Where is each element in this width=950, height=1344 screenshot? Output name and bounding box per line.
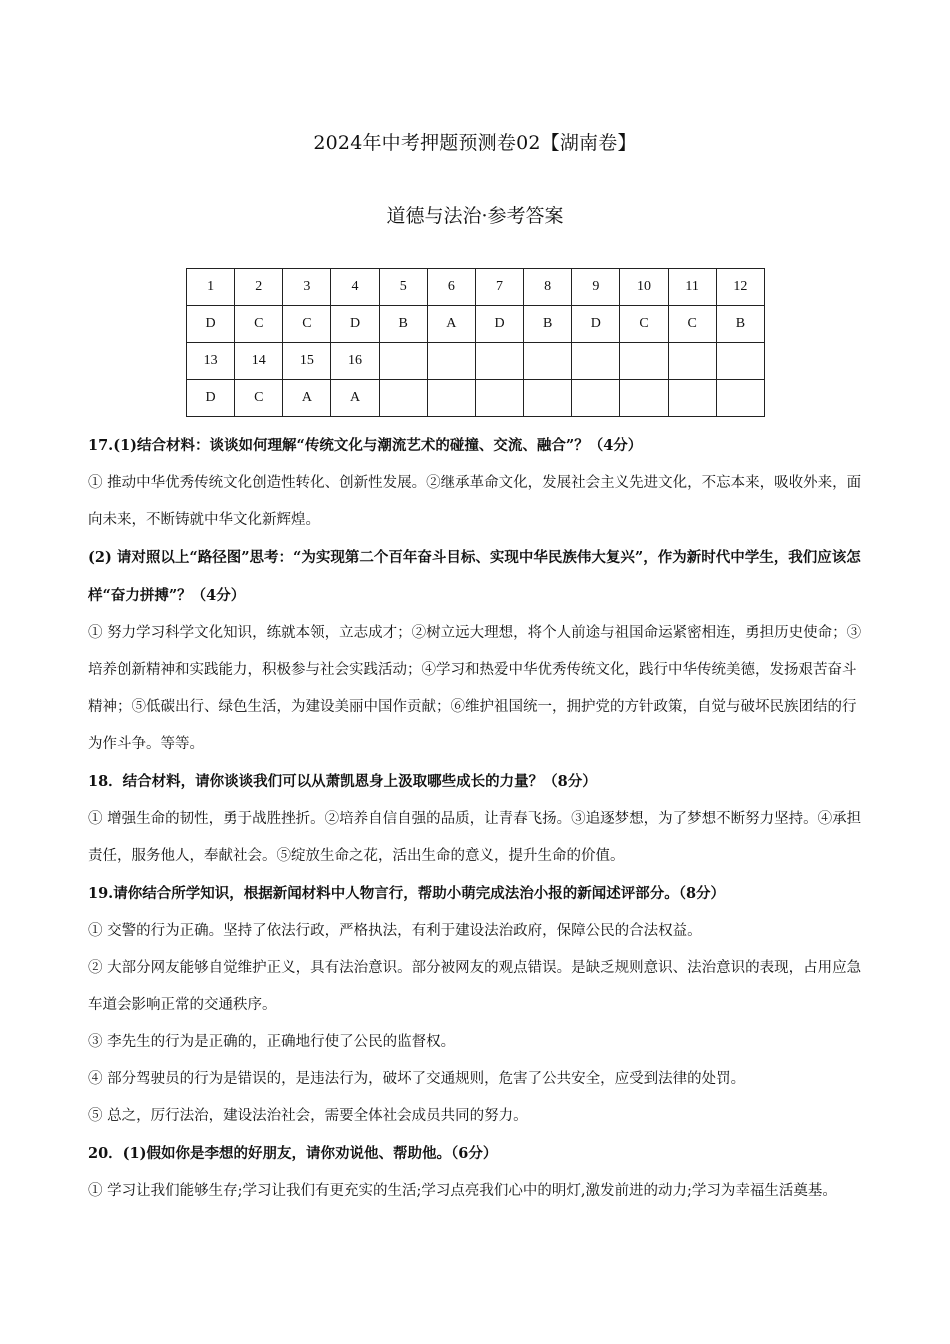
- question-17-2: (2) 请对照以上“路径图”思考：“为实现第二个百年奋斗目标、实现中华民族伟大复兴”，作为新时代中学生，我们应该怎样“奋力拼搏”？（4分）: [88, 549, 861, 604]
- answer-table-row: [187, 380, 765, 417]
- answer-content: [88, 427, 863, 1210]
- answer-18: ① 增强生命的韧性，勇于战胜挫折。②培养自信自强的品质，让青春飞扬。③追逐梦想，为了梦想不断努力坚持。④承担责任，服务他人，奉献社会。⑤绽放生命之花，活出生命的意义，提升生命的价值。: [88, 811, 862, 864]
- question-17-1: 17.(1)结合材料：谈谈如何理解“传统文化与潮流艺术的碰撞、交流、融合”？（4分）: [88, 437, 643, 454]
- answer-table: [186, 268, 765, 417]
- question-19: 19.请你结合所学知识，根据新闻材料中人物言行，帮助小萌完成法治小报的新闻述评部分。（8分）: [88, 885, 726, 902]
- answer-19-4: ④ 部分驾驶员的行为是错误的，是违法行为，破坏了交通规则，危害了公共安全，应受到法律的处罚。: [88, 1071, 746, 1087]
- answer-table-cell: 11: [668, 269, 716, 306]
- answer-table-cell: C: [668, 306, 716, 343]
- answer-table-cell: A: [283, 380, 331, 417]
- answer-table-cell: [716, 343, 764, 380]
- answer-table-cell: 16: [331, 343, 379, 380]
- answer-table-cell: 1: [187, 269, 235, 306]
- answer-table-cell: D: [475, 306, 523, 343]
- answer-table-cell: B: [379, 306, 427, 343]
- answer-table-cell: 3: [283, 269, 331, 306]
- answer-table-cell: C: [620, 306, 668, 343]
- answer-table-cell: [668, 380, 716, 417]
- answer-table-cell: C: [235, 306, 283, 343]
- answer-table-cell: C: [283, 306, 331, 343]
- answer-table-row: [187, 269, 765, 306]
- answer-17-1: ① 推动中华优秀传统文化创造性转化、创新性发展。②继承革命文化，发展社会主义先进文化，不忘本来，吸收外来，面向未来，不断铸就中华文化新辉煌。: [88, 475, 862, 528]
- answer-19-1: ① 交警的行为正确。坚持了依法行政，严格执法，有利于建设法治政府，保障公民的合法权益。: [88, 923, 702, 939]
- answer-table-cell: [572, 343, 620, 380]
- answer-table-cell: 12: [716, 269, 764, 306]
- answer-table-cell: 13: [187, 343, 235, 380]
- answer-19-3: ③ 李先生的行为是正确的，正确地行使了公民的监督权。: [88, 1034, 456, 1050]
- answer-table-cell: [475, 343, 523, 380]
- answer-table-cell: [379, 380, 427, 417]
- answer-table-cell: A: [331, 380, 379, 417]
- answer-table-cell: [620, 380, 668, 417]
- answer-table-cell: 5: [379, 269, 427, 306]
- answer-table-cell: [668, 343, 716, 380]
- answer-table-cell: D: [572, 306, 620, 343]
- answer-table-row: [187, 343, 765, 380]
- answer-table-cell: [572, 380, 620, 417]
- answer-table-cell: [524, 380, 572, 417]
- answer-table-cell: B: [524, 306, 572, 343]
- answer-table-cell: 10: [620, 269, 668, 306]
- answer-table-cell: D: [187, 306, 235, 343]
- answer-table-cell: 8: [524, 269, 572, 306]
- answer-17-2: ① 努力学习科学文化知识，练就本领，立志成才；②树立远大理想，将个人前途与祖国命运紧密相连，勇担历史使命；③培养创新精神和实践能力，积极参与社会实践活动；④学习和热爱中华优秀传统文化，践行中华传统美德，发扬艰苦奋斗精神；⑤低碳出行、绿色生活，为建设美丽中国作贡献；⑥维护祖国统一，拥护党的方针政策，自觉与破坏民族团结的行为作斗争。等等。: [88, 625, 862, 752]
- answer-table-cell: [475, 380, 523, 417]
- answer-table-cell: C: [235, 380, 283, 417]
- answer-19-2: ② 大部分网友能够自觉维护正义，具有法治意识。部分被网友的观点错误。是缺乏规则意识、法治意识的表现，占用应急车道会影响正常的交通秩序。: [88, 960, 862, 1013]
- page-title: 2024年中考押题预测卷02【湖南卷】: [313, 132, 637, 154]
- answer-table-cell: 14: [235, 343, 283, 380]
- answer-table-cell: [427, 380, 475, 417]
- answer-table-cell: B: [716, 306, 764, 343]
- answer-table-cell: D: [187, 380, 235, 417]
- answer-table-cell: 15: [283, 343, 331, 380]
- answer-table-cell: 7: [475, 269, 523, 306]
- answer-table-cell: 2: [235, 269, 283, 306]
- answer-table-cell: [379, 343, 427, 380]
- answer-table-cell: 9: [572, 269, 620, 306]
- answer-table-cell: 6: [427, 269, 475, 306]
- answer-table-cell: [620, 343, 668, 380]
- answer-table-cell: D: [331, 306, 379, 343]
- answer-table-cell: [716, 380, 764, 417]
- answer-table-cell: [427, 343, 475, 380]
- answer-table-cell: A: [427, 306, 475, 343]
- page-subtitle: 道德与法治·参考答案: [386, 205, 564, 227]
- answer-table-cell: [524, 343, 572, 380]
- question-18: 18．结合材料，请你谈谈我们可以从萧凯恩身上汲取哪些成长的力量？（8分）: [88, 773, 597, 790]
- question-20-1: 20．(1)假如你是李想的好朋友，请你劝说他、帮助他。（6分）: [88, 1145, 498, 1162]
- answer-table-row: [187, 306, 765, 343]
- answer-table-cell: 4: [331, 269, 379, 306]
- answer-20-1: ① 学习让我们能够生存;学习让我们有更充实的生活;学习点亮我们心中的明灯,激发前进的动力;学习为幸福生活奠基。: [88, 1183, 837, 1199]
- answer-19-5: ⑤ 总之，厉行法治，建设法治社会，需要全体社会成员共同的努力。: [88, 1108, 528, 1124]
